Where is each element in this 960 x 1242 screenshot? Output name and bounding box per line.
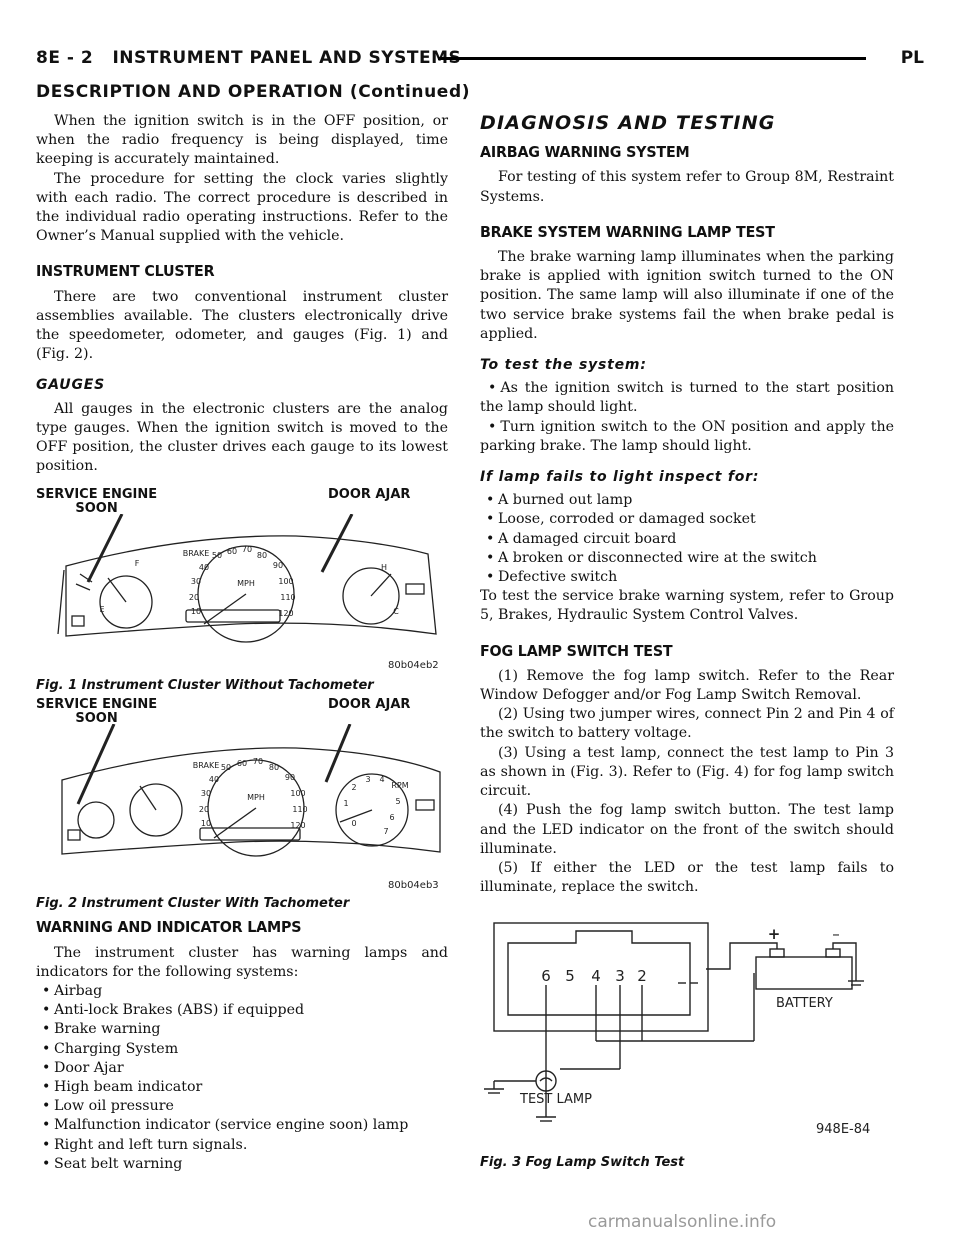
svg-text:C: C [393, 607, 399, 617]
list-item: • Defective switch [486, 569, 618, 586]
svg-text:BRAKE: BRAKE [192, 761, 220, 771]
svg-text:50: 50 [211, 551, 223, 561]
inspect-list [480, 491, 894, 587]
fig2-callout-service-engine: SERVICE ENGINE SOON [36, 697, 158, 727]
svg-text:4: 4 [379, 775, 385, 785]
warning-paragraph: The instrument cluster has warning lamps and indicators for the following systems: [36, 944, 448, 980]
svg-text:MPH: MPH [237, 579, 255, 589]
diagnosis-heading: DIAGNOSIS AND TESTING [480, 112, 776, 134]
warning-list [36, 982, 448, 1174]
header-rule [438, 57, 866, 60]
fig1-cluster-drawing [36, 514, 448, 684]
svg-text:5: 5 [395, 797, 401, 807]
battery-positive-label: + [767, 925, 781, 944]
svg-text:100: 100 [278, 577, 294, 587]
section-subtitle: DESCRIPTION AND OPERATION (Continued) [36, 82, 471, 102]
fog-heading: FOG LAMP SWITCH TEST [480, 641, 673, 660]
svg-text:60: 60 [226, 547, 238, 557]
fig3-caption: Fig. 3 Fog Lamp Switch Test [480, 1155, 685, 1171]
svg-text:1: 1 [343, 799, 349, 809]
cluster-paragraph: There are two conventional instrument cluster assemblies available. The clusters electronically drive the speedometer, odometer, and gauges (Fig. 1) and (Fig. 2). [36, 288, 448, 363]
pin-4-label: 4 [591, 967, 601, 986]
fig1-caption: Fig. 1 Instrument Cluster Without Tachometer [36, 678, 374, 694]
fig1-callout-service-engine: SERVICE ENGINE SOON [36, 487, 158, 517]
svg-text:50: 50 [220, 763, 232, 773]
svg-text:120: 120 [278, 609, 294, 619]
pin-3-label: 3 [615, 967, 625, 986]
left-column [36, 112, 448, 1174]
battery-label: BATTERY [776, 996, 833, 1012]
svg-text:0: 0 [351, 819, 357, 829]
test-heading: To test the system: [480, 357, 647, 374]
pin-6-label: 6 [541, 967, 551, 986]
cluster-heading: INSTRUMENT CLUSTER [36, 262, 215, 281]
svg-text:10: 10 [200, 819, 212, 829]
svg-text:RPM: RPM [391, 781, 409, 791]
header-model: PL [900, 48, 924, 68]
test-list [480, 379, 894, 456]
svg-text:40: 40 [208, 775, 220, 785]
pin-2-label: 2 [637, 967, 647, 986]
svg-text:60: 60 [236, 759, 248, 769]
fig1-callout-door-ajar: DOOR AJAR [328, 487, 411, 503]
svg-text:110: 110 [280, 593, 296, 603]
svg-text:20: 20 [198, 805, 210, 815]
list-item: • Seat belt warning [42, 1155, 183, 1172]
header-title: 8E - 2 INSTRUMENT PANEL AND SYSTEMS [36, 48, 462, 68]
list-item: • Turn ignition switch to the ON position and apply the parking brake. The lamp should light. [480, 418, 894, 454]
list-item: • Brake warning [42, 1021, 161, 1038]
svg-text:70: 70 [241, 545, 253, 555]
clock-paragraph-2: The procedure for setting the clock varies slightly with each radio. The correct procedure is described in the individual radio operating instructions. Refer to the Owner’s Manual supplied with the vehicle. [36, 170, 448, 245]
gauges-paragraph: All gauges in the electronic clusters are the analog type gauges. When the ignition switch is moved to the OFF position, the cluster drives each gauge to its lowest position. [36, 400, 448, 475]
svg-text:80: 80 [256, 551, 268, 561]
figure-2 [36, 698, 448, 910]
list-item: • Door Ajar [42, 1059, 124, 1076]
svg-text:6: 6 [389, 813, 395, 823]
svg-text:90: 90 [284, 773, 296, 783]
fig2-callout-door-ajar: DOOR AJAR [328, 697, 411, 713]
svg-text:40: 40 [198, 563, 210, 573]
list-item: • Low oil pressure [42, 1098, 174, 1115]
svg-text:100: 100 [290, 789, 306, 799]
fig1-code: 80b04eb2 [388, 660, 439, 672]
fog-step-3: (3) Using a test lamp, connect the test lamp to Pin 3 as shown in (Fig. 3). Refer to (Fig. 4) for fog lamp switch circuit. [480, 744, 894, 800]
list-item: • Malfunction indicator (service engine soon) lamp [42, 1117, 409, 1134]
fog-step-4: (4) Push the fog lamp switch button. The test lamp and the LED indicator on the front of the switch should illuminate. [480, 802, 894, 857]
brake-paragraph: The brake warning lamp illuminates when the parking brake is applied with ignition switch turned to the ON position. The same lamp will also illuminate if one of the two service brake systems fail the when brake pedal is applied. [480, 249, 894, 342]
list-item: • Loose, corroded or damaged socket [486, 511, 756, 528]
inspect-after-paragraph: To test the service brake warning system, refer to Group 5, Brakes, Hydraulic System Control Valves. [480, 588, 894, 624]
svg-text:2: 2 [351, 783, 357, 793]
warning-heading: WARNING AND INDICATOR LAMPS [36, 918, 302, 937]
fig3-code: 948E-84 [816, 1122, 871, 1138]
fog-step-5: (5) If either the LED or the test lamp fails to illuminate, replace the switch. [480, 859, 894, 896]
fog-step-2: (2) Using two jumper wires, connect Pin 2 and Pin 4 of the switch to battery voltage. [480, 706, 894, 742]
svg-text:90: 90 [272, 561, 284, 571]
watermark: carmanualsonline.info [588, 1212, 777, 1232]
list-item: • A broken or disconnected wire at the switch [486, 549, 817, 566]
svg-text:H: H [380, 563, 388, 573]
battery-negative-label: – [832, 925, 840, 944]
right-column [480, 112, 894, 1171]
fig2-code: 80b04eb3 [388, 880, 439, 892]
figure-3 [480, 921, 894, 1171]
svg-text:70: 70 [252, 757, 264, 767]
svg-text:110: 110 [292, 805, 308, 815]
svg-text:80: 80 [268, 763, 280, 773]
page-header [36, 48, 924, 74]
fog-switch-schematic [480, 921, 894, 1147]
gauges-heading: GAUGES [36, 377, 106, 394]
svg-text:E: E [99, 605, 105, 615]
svg-text:MPH: MPH [247, 793, 265, 803]
list-item: • Charging System [42, 1040, 179, 1057]
pin-5-label: 5 [565, 967, 575, 986]
fig2-caption: Fig. 2 Instrument Cluster With Tachometer [36, 896, 350, 912]
list-item: • A burned out lamp [486, 492, 633, 509]
list-item: • Airbag [42, 983, 103, 1000]
svg-text:30: 30 [190, 577, 202, 587]
svg-text:10: 10 [190, 607, 202, 617]
test-lamp-label: TEST LAMP [520, 1092, 592, 1108]
brake-heading: BRAKE SYSTEM WARNING LAMP TEST [480, 222, 775, 241]
svg-text:30: 30 [200, 789, 212, 799]
list-item: • High beam indicator [42, 1079, 203, 1096]
airbag-heading: AIRBAG WARNING SYSTEM [480, 143, 690, 162]
airbag-paragraph: For testing of this system refer to Group 8M, Restraint Systems. [480, 169, 894, 205]
svg-text:3: 3 [365, 775, 371, 785]
svg-text:BRAKE: BRAKE [182, 549, 210, 559]
svg-text:20: 20 [188, 593, 200, 603]
list-item: • As the ignition switch is turned to the start position the lamp should light. [480, 380, 894, 416]
fog-step-1: (1) Remove the fog lamp switch. Refer to the Rear Window Defogger and/or Fog Lamp Switch Removal. [480, 667, 894, 704]
list-item: • Right and left turn signals. [42, 1136, 248, 1153]
list-item: • Anti-lock Brakes (ABS) if equipped [42, 1002, 305, 1019]
svg-text:F: F [134, 559, 140, 569]
clock-paragraph-1: When the ignition switch is in the OFF position, or when the radio frequency is being displayed, time keeping is accurately maintained. [36, 113, 448, 168]
fig2-cluster-drawing [36, 724, 448, 894]
figure-1 [36, 488, 448, 692]
inspect-heading: If lamp fails to light inspect for: [480, 469, 760, 486]
svg-text:120: 120 [290, 821, 306, 831]
list-item: • A damaged circuit board [486, 530, 677, 547]
svg-text:7: 7 [383, 827, 389, 837]
